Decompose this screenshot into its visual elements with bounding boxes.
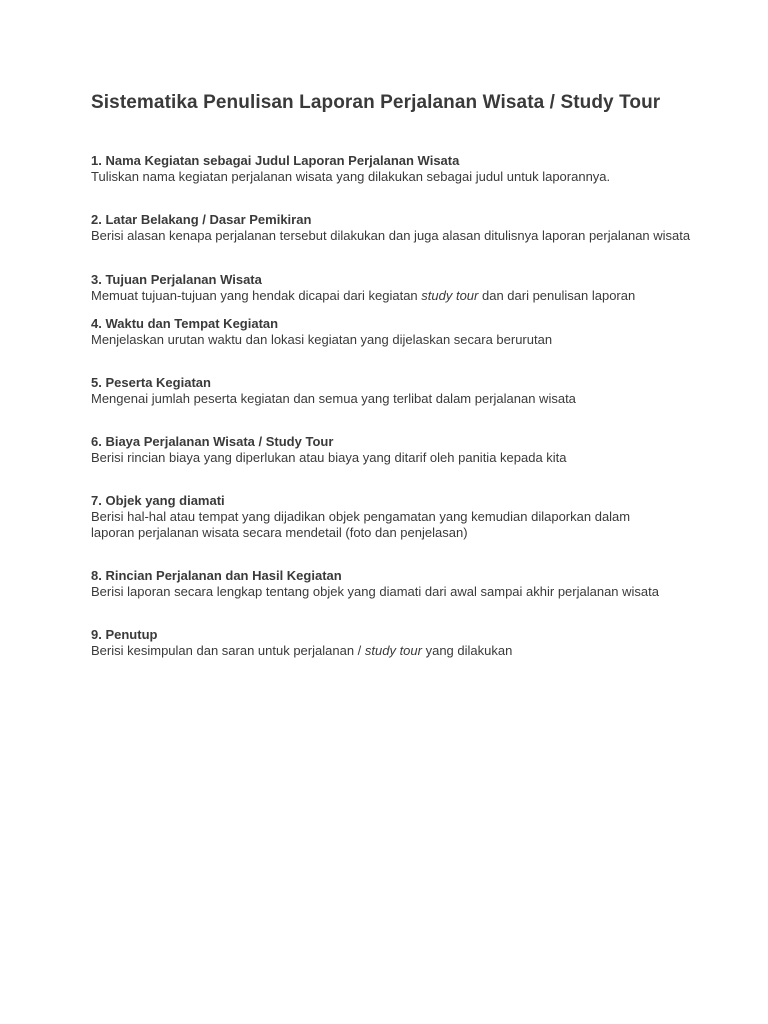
section-8 <box>91 568 731 600</box>
section-1 <box>91 153 731 185</box>
section-heading: 3. Tujuan Perjalanan Wisata <box>91 272 262 287</box>
section-heading: 9. Penutup <box>91 627 158 642</box>
section-heading: 5. Peserta Kegiatan <box>91 375 211 390</box>
body-italic-text: study tour <box>364 643 422 658</box>
section-5 <box>91 375 731 407</box>
section-4 <box>91 316 731 348</box>
section-heading: 2. Latar Belakang / Dasar Pemikiran <box>91 212 312 227</box>
section-6 <box>91 434 731 466</box>
section-body: Berisi laporan secara lengkap tentang objek yang diamati dari awal sampai akhir perjalanan wisata <box>91 584 659 599</box>
section-body: Menjelaskan urutan waktu dan lokasi kegiatan yang dijelaskan secara berurutan <box>91 332 553 347</box>
body-text: yang dilakukan <box>421 643 513 658</box>
section-heading: 4. Waktu dan Tempat Kegiatan <box>91 316 279 331</box>
section-heading: 7. Objek yang diamati <box>91 493 225 508</box>
section-heading: 6. Biaya Perjalanan Wisata / Study Tour <box>91 434 334 449</box>
section-3 <box>91 272 731 304</box>
section-body: Berisi alasan kenapa perjalanan tersebut dilakukan dan juga alasan ditulisnya laporan perjalanan wisata <box>91 228 691 243</box>
body-text: Memuat tujuan-tujuan yang hendak dicapai dari kegiatan <box>91 288 422 303</box>
body-text: dan dari penulisan laporan <box>478 288 636 303</box>
section-9 <box>91 627 731 659</box>
section-body <box>91 288 731 304</box>
section-body: Berisi rincian biaya yang diperlukan atau biaya yang ditarif oleh panitia kepada kita <box>91 450 567 465</box>
body-italic-text: study tour <box>421 288 479 303</box>
section-heading: 8. Rincian Perjalanan dan Hasil Kegiatan <box>91 568 342 583</box>
body-text: Berisi kesimpulan dan saran untuk perjalanan / <box>91 643 365 658</box>
section-heading: 1. Nama Kegiatan sebagai Judul Laporan Perjalanan Wisata <box>91 153 460 168</box>
section-body: Berisi hal-hal atau tempat yang dijadikan objek pengamatan yang kemudian dilaporkan dalam laporan perjalanan wisata secara mendetail (foto dan penjelasan) <box>91 509 631 540</box>
section-2 <box>91 212 731 244</box>
section-body: Mengenai jumlah peserta kegiatan dan semua yang terlibat dalam perjalanan wisata <box>91 391 576 406</box>
section-7 <box>91 493 731 541</box>
document-title: Sistematika Penulisan Laporan Perjalanan Wisata / Study Tour <box>91 92 661 113</box>
section-body <box>91 643 731 659</box>
section-body: Tuliskan nama kegiatan perjalanan wisata yang dilakukan sebagai judul untuk laporannya. <box>91 169 611 184</box>
